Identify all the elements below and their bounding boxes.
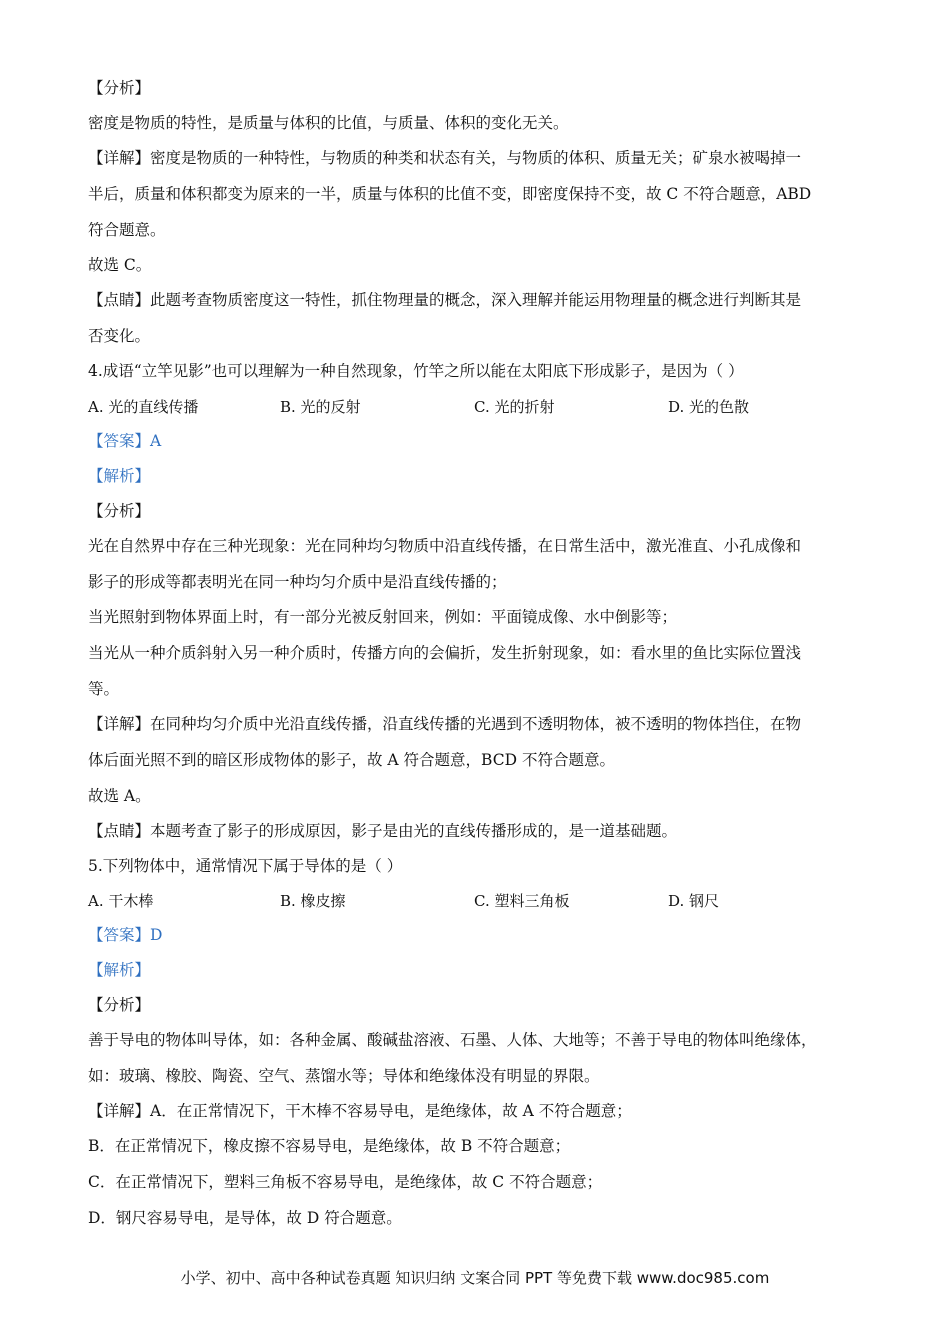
detail-line: 半后，质量和体积都变为原来的一半，质量与体积的比值不变，即密度保持不变，故 C 不符合题意，ABD xyxy=(88,185,812,203)
comment-line: 否变化。 xyxy=(88,327,151,345)
q5-option-d: D. 钢尺 xyxy=(668,892,720,910)
detail-line: 【详解】密度是物质的一种特性，与物质的种类和状态有关，与物质的体积、质量无关；矿泉水被喝掉一 xyxy=(88,149,802,167)
q5-answer: 【答案】D xyxy=(88,926,163,944)
question-4-stem: 4.成语“立竿见影”也可以理解为一种自然现象，竹竿之所以能在太阳底下形成影子，是因为（ ） xyxy=(88,362,744,380)
q5-detail-line: C．在正常情况下，塑料三角板不容易导电，是绝缘体，故 C 不符合题意； xyxy=(88,1173,603,1191)
q4-option-b: B. 光的反射 xyxy=(280,398,361,416)
q4-comment: 【点睛】本题考查了影子的形成原因，影子是由光的直线传播形成的，是一道基础题。 xyxy=(88,822,678,840)
q4-conclusion: 故选 A。 xyxy=(88,787,151,805)
comment-line: 【点睛】此题考查物质密度这一特性，抓住物理量的概念，深入理解并能运用物理量的概念进行判断其是 xyxy=(88,291,802,309)
q4-detail-line: 【详解】在同种均匀介质中光沿直线传播，沿直线传播的光遇到不透明物体，被不透明的物体挡住，在物 xyxy=(88,715,802,733)
q4-option-d: D. 光的色散 xyxy=(668,398,750,416)
q4-analysis-line: 影子的形成等都表明光在同一种均匀介质中是沿直线传播的； xyxy=(88,573,507,591)
detail-line: 符合题意。 xyxy=(88,221,166,239)
q4-solution-heading: 【解析】 xyxy=(88,467,151,485)
q4-analysis-line: 当光照射到物体界面上时，有一部分光被反射回来，例如：平面镜成像、水中倒影等； xyxy=(88,608,678,626)
q5-detail-line: 【详解】A．在正常情况下，干木棒不容易导电，是绝缘体，故 A 不符合题意； xyxy=(88,1102,632,1120)
q5-detail-line: D．钢尺容易导电，是导体，故 D 符合题意。 xyxy=(88,1209,402,1227)
q4-analysis-line: 光在自然界中存在三种光现象：光在同种均匀物质中沿直线传播，在日常生活中，激光准直、小孔成像和 xyxy=(88,537,802,555)
question-5-stem: 5.下列物体中，通常情况下属于导体的是（ ） xyxy=(88,857,403,875)
q4-analysis-line: 当光从一种介质斜射入另一种介质时，传播方向的会偏折，发生折射现象，如：看水里的鱼比实际位置浅 xyxy=(88,644,802,662)
q4-analysis-line: 等。 xyxy=(88,680,120,698)
conclusion: 故选 C。 xyxy=(88,256,152,274)
q5-option-a: A. 干木棒 xyxy=(88,892,154,910)
q5-analysis-line: 如：玻璃、橡胶、陶瓷、空气、蒸馏水等；导体和绝缘体没有明显的界限。 xyxy=(88,1067,600,1085)
q5-solution-heading: 【解析】 xyxy=(88,961,151,979)
q4-option-a: A. 光的直线传播 xyxy=(88,398,199,416)
q5-detail-line: B．在正常情况下，橡皮擦不容易导电，是绝缘体，故 B 不符合题意； xyxy=(88,1137,571,1155)
q5-option-c: C. 塑料三角板 xyxy=(474,892,570,910)
q4-answer: 【答案】A xyxy=(88,432,162,450)
q5-analysis-line: 善于导电的物体叫导体，如：各种金属、酸碱盐溶液、石墨、人体、大地等；不善于导电的物体叫绝缘体， xyxy=(88,1031,817,1049)
q4-detail-line: 体后面光照不到的暗区形成物体的影子，故 A 符合题意，BCD 不符合题意。 xyxy=(88,751,615,769)
analysis-text: 密度是物质的特性，是质量与体积的比值，与质量、体积的变化无关。 xyxy=(88,114,569,132)
q4-option-c: C. 光的折射 xyxy=(474,398,555,416)
q5-option-b: B. 橡皮擦 xyxy=(280,892,346,910)
analysis-heading: 【分析】 xyxy=(88,79,151,97)
page-footer: 小学、初中、高中各种试卷真题 知识归纳 文案合同 PPT 等免费下载 www.doc985.com xyxy=(180,1269,770,1287)
q4-analysis-heading: 【分析】 xyxy=(88,502,151,520)
q5-analysis-heading: 【分析】 xyxy=(88,996,151,1014)
